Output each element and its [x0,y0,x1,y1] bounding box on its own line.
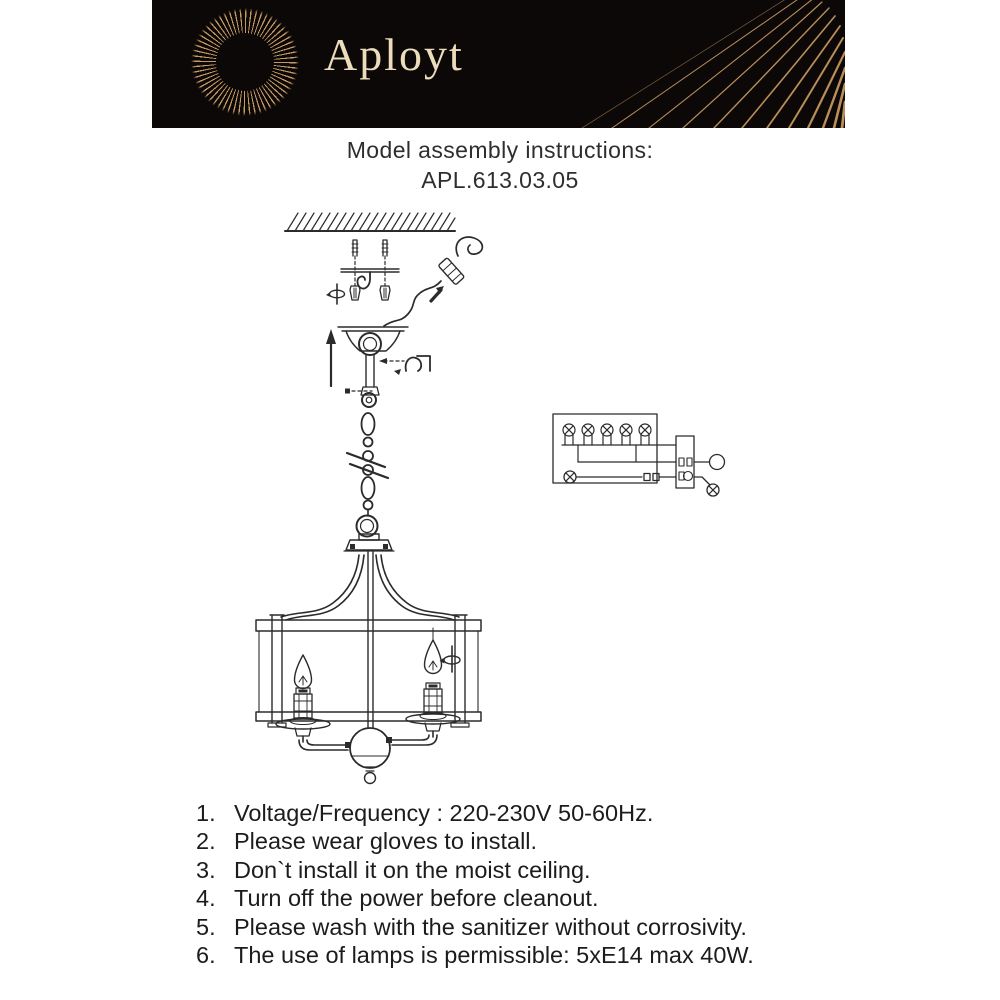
terminal-block [676,436,694,488]
instruction-number: 2. [196,828,216,855]
instruction-number: 5. [196,913,216,940]
lower-arms [299,735,437,750]
candle-left [276,655,330,742]
instruction-number: 6. [196,942,216,969]
instruction-text: Please wash with the sanitizer without corrosivity. [234,913,747,940]
hook-bracket [341,269,399,289]
instruction-text: The use of lamps is permissible: 5xE14 max 40W. [234,942,754,969]
instruction-item [196,799,754,827]
up-arrow-icon [326,329,336,386]
instruction-item [196,913,754,941]
instruction-item [196,827,754,855]
chain [357,393,378,537]
instruction-text: Turn off the power before cleanout. [234,885,599,912]
instruction-text: Voltage/Frequency : 220-230V 50-60Hz. [234,800,654,826]
wiring-lines [562,445,676,477]
chandelier-arms [281,555,459,620]
assembly-diagram [150,200,770,800]
instruction-number: 4. [196,885,216,912]
connector-symbol [644,474,650,481]
instruction-text: Don`t install it on the moist ceiling. [234,856,591,883]
bottom-sphere [350,728,390,784]
model-number: APL.613.03.05 [421,167,579,193]
lamp-symbols [563,424,651,445]
rotation-icon [326,284,345,304]
page-title: Model assembly instructions: [346,137,654,163]
instruction-number: 3. [196,856,216,883]
instruction-number: 1. [196,800,216,826]
connector-symbol [653,474,659,481]
mounting-screws [350,240,390,300]
instruction-item [196,884,754,912]
brand-logo-text: Aployt [324,29,464,80]
hook-tool-icon [345,356,430,394]
ceiling-hatch [285,213,455,231]
wire-connector [384,237,482,326]
wire-to-lamp [694,477,710,485]
corner-rays-decoration [152,0,845,128]
instruction-item [196,941,754,969]
rotation-icon [440,646,461,672]
instruction-text: Please wear gloves to install. [234,828,538,855]
instruction-list [196,799,754,969]
wiring-diagram [553,414,725,496]
power-circle [710,455,725,470]
center-stem [368,552,373,728]
brand-banner [152,0,845,128]
instruction-item [196,856,754,884]
